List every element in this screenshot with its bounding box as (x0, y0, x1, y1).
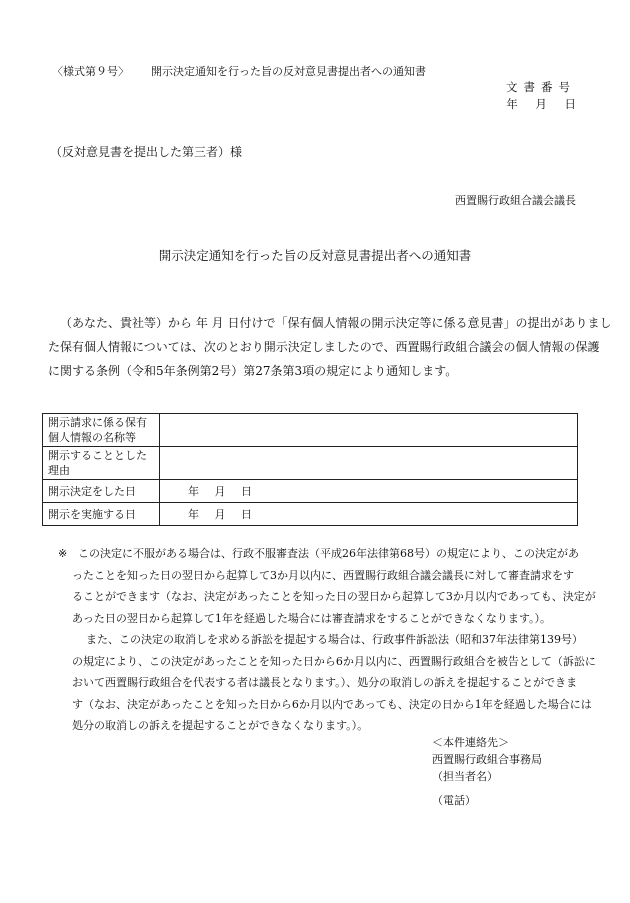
note-line: ることができます（なお、決定があったことを知った日の翌日から起算して3か月以内であっても、決定が (72, 590, 596, 603)
form-number: 〈様式第９号〉 (52, 65, 129, 78)
table-label: 開示を実施する日 (43, 503, 160, 526)
contact-phone: （電話） (432, 794, 476, 807)
disclosure-table (42, 413, 578, 526)
note-line: す（なお、決定があったことを知った日から6か月以内であっても、決定の日から1年を経過した場合には (72, 697, 592, 711)
form-header (52, 63, 426, 79)
table-row (43, 447, 578, 480)
table-label: 開示することとした 理由 (43, 447, 160, 480)
document-title: 開示決定通知を行った旨の反対意見書提出者への通知書 (158, 248, 472, 263)
addressee: （反対意見書を提出した第三者）様 (50, 145, 243, 159)
contact-heading: ＜本件連絡先＞ (432, 736, 509, 749)
form-title: 開示決定通知を行った旨の反対意見書提出者への通知書 (151, 65, 426, 78)
table-row (43, 480, 578, 503)
document-number: 文書番号 (506, 80, 576, 94)
table-value: 年 月 日 (160, 480, 578, 503)
note-mark: ※ (58, 547, 68, 560)
note-line: ったことを知った日の翌日から起算して3か月以内に、西置賜行政組合議会議長に対して審査請求をす (72, 568, 574, 582)
sender: 西置賜行政組合議会議長 (455, 194, 576, 207)
table-value: 年 月 日 (160, 503, 578, 526)
table-label: 開示請求に係る保有 個人情報の名称等 (43, 414, 160, 447)
table-row (43, 503, 578, 526)
body-line: た保有個人情報については、次のとおり開示決定しましたので、西置賜行政組合議会の個人情報の保護 (48, 340, 600, 354)
note-line: また、この決定の取消しを求める訴訟を提起する場合は、行政事件訴訟法（昭和37年法律第139号） (86, 633, 583, 646)
table-value (160, 414, 578, 447)
note-line: の規定により、この決定があったことを知った日から6か月以内に、西置賜行政組合を被告として（訴訟に (72, 654, 596, 668)
contact-block (432, 734, 542, 809)
note-line: おいて西置賜行政組合を代表する者は議長となります。）、処分の取消しの訴えを提起することができま (72, 676, 578, 689)
contact-office: 西置賜行政組合事務局 (432, 753, 542, 766)
table-label: 開示決定をした日 (43, 480, 160, 503)
notes (58, 543, 596, 737)
body-text (48, 311, 612, 383)
body-line: （あなた、貴社等）から 年 月 日付けで「保有個人情報の開示決定等に係る意見書」の提出がありまし (60, 316, 612, 330)
contact-person: （担当者名） (432, 770, 498, 783)
note-line: ※ この決定に不服がある場合は、行政不服審査法（平成26年法律第68号）の規定により、この決定があ (58, 543, 583, 565)
document-date: 年 月 日 (506, 97, 576, 111)
note-line: あった日の翌日から起算して1年を経過した場合には審査請求をすることができなくなります。）。 (72, 611, 552, 625)
table-value (160, 447, 578, 480)
table-row (43, 414, 578, 447)
note-line: 処分の取消しの訴えを提起することができなくなります。）。 (72, 719, 369, 732)
body-line: に関する条例（令和5年条例第2号）第27条第3項の規定により通知します。 (48, 364, 458, 378)
